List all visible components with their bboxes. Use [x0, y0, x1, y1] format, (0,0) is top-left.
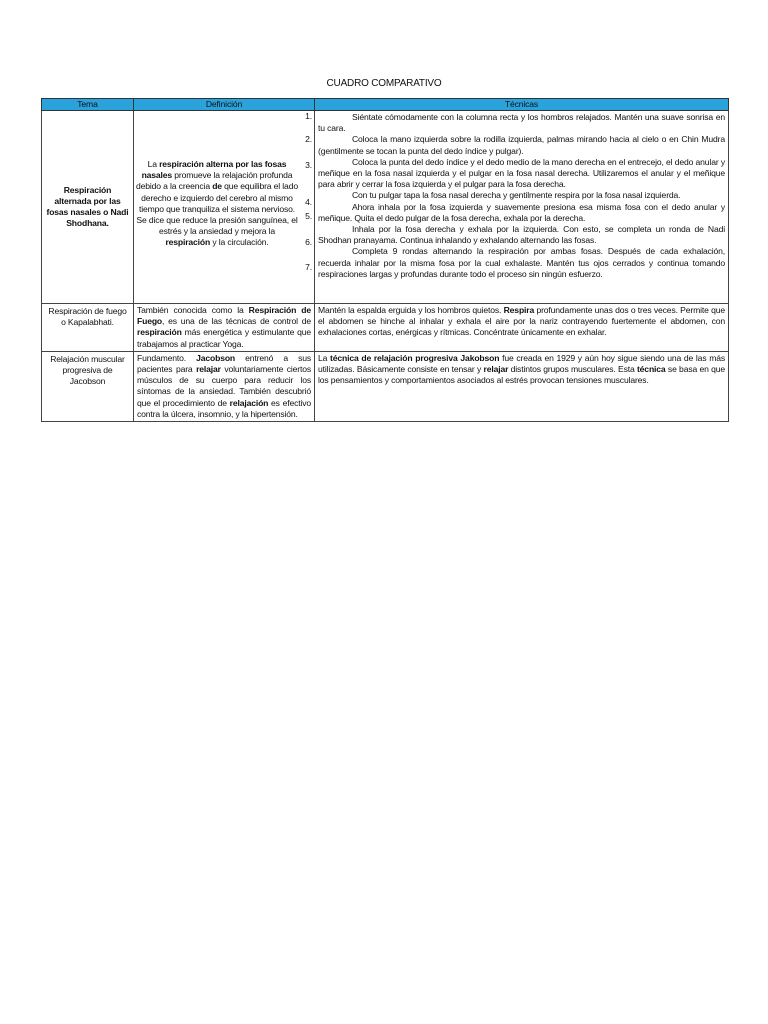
table-row	[42, 351, 729, 421]
document-title: CUADRO COMPARATIVO	[326, 78, 442, 89]
definicion-cell	[134, 111, 315, 304]
tecnicas-cell: La técnica de relajación progresiva Jakobson fue creada en 1929 y aún hoy sigue siendo una de las más utilizadas. Básicamente consiste en tensar y relajar distintos grupos musculares. Esta técnica se basa en que los pensamientos y comportamientos asociados al estrés provocan tensiones musculares.	[315, 351, 729, 421]
tema-cell: Relajación muscular progresiva de Jacobson	[42, 351, 134, 421]
tema-cell: Respiración de fuego o Kapalabhati.	[42, 304, 134, 352]
tecnica-step: Siéntate cómodamente con la columna recta y los hombros relajados. Mantén una suave sonrisa en tu cara.	[318, 112, 725, 134]
list-number: 6.	[305, 237, 312, 247]
list-number: 5.	[305, 211, 312, 221]
tecnica-step: Completa 9 rondas alternando la respiración por ambas fosas. Después de cada exhalación, recuerda inhalar por la misma fosa por la cual exhalaste. Mantén tus ojos cerrados y continua tomando respiraciones largas y profundas durante todo el proceso sin ningún esfuerzo.	[318, 246, 725, 279]
tecnica-step: Con tu pulgar tapa la fosa nasal derecha y gentilmente respira por la fosa nasal izquierda.	[352, 190, 681, 201]
comparison-table	[41, 98, 729, 422]
header-definicion: Definición	[134, 99, 315, 111]
tecnicas-cell: Mantén la espalda erguida y los hombros quietos. Respira profundamente unas dos o tres veces. Permite que el abdomen se hinche al inhalar y exhala el aire por la nariz contrayendo fuertemente el abdomen, con exhalaciones cortas, enérgicas y rítmicas. Concéntrate únicamente en exhalar.	[315, 304, 729, 352]
header-row	[42, 99, 729, 111]
tecnica-step: Coloca la punta del dedo índice y el dedo medio de la mano derecha en el entrecejo, el dedo anular y meñique en la fosa nasal izquierda y el pulgar en la fosa nasal derecha. Utilizaremos el anular y el meñique para abrir y cerrar la fosa izquierda y el pulgar para la fosa derecha.	[318, 156, 725, 190]
list-number: 7.	[305, 262, 312, 272]
header-tecnicas: Técnicas	[315, 99, 729, 111]
definicion-cell: También conocida como la Respiración de Fuego, es una de las técnicas de control de respiración más energética y estimulante que trabajamos al practicar Yoga.	[134, 304, 315, 352]
table-row	[42, 111, 729, 304]
list-number: 1.	[305, 111, 312, 121]
header-tema: Tema	[42, 99, 134, 111]
list-number: 2.	[305, 134, 312, 144]
table-row	[42, 304, 729, 352]
definicion-text: La respiración alterna por las fosas nasales promueve la relajación profunda debido a la creencia de que equilibra el lado derecho e izquierdo del cerebro al mismo tiempo que tranquiliza el sistema nervioso. Se dice que reduce la presión sanguínea, el estrés y la ansiedad y mejora la respiración y la circulación.	[136, 159, 298, 248]
tema-cell: Respiración alternada por las fosas nasales o Nadi Shodhana.	[42, 111, 134, 304]
tecnica-step: Coloca la mano izquierda sobre la rodilla izquierda, palmas mirando hacia al cielo o en Chin Mudra (gentilmente se tocan la punta del dedo índice y pulgar).	[318, 134, 725, 156]
list-number: 4.	[305, 197, 312, 207]
tecnicas-cell	[315, 111, 729, 304]
tecnica-step: Inhala por la fosa derecha y exhala por la izquierda. Con esto, se completa un ronda de Nadi Shodhan pranayama. Continua inhalando y exhalando alternando las fosas.	[318, 224, 725, 246]
definicion-cell: Fundamento. Jacobson entrenó a sus pacientes para relajar voluntariamente ciertos músculos de su cuerpo para reducir los síntomas de la ansiedad. También descubrió que el procedimiento de relajación es efectivo contra la úlcera, insomnio, y la hipertensión.	[134, 351, 315, 421]
list-number: 3.	[305, 160, 312, 170]
tecnica-step: Ahora inhala por la fosa izquierda y suavemente presiona esa misma fosa con el dedo anular y meñique. Quita el dedo pulgar de la fosa derecha, exhala por la derecha.	[318, 201, 725, 223]
